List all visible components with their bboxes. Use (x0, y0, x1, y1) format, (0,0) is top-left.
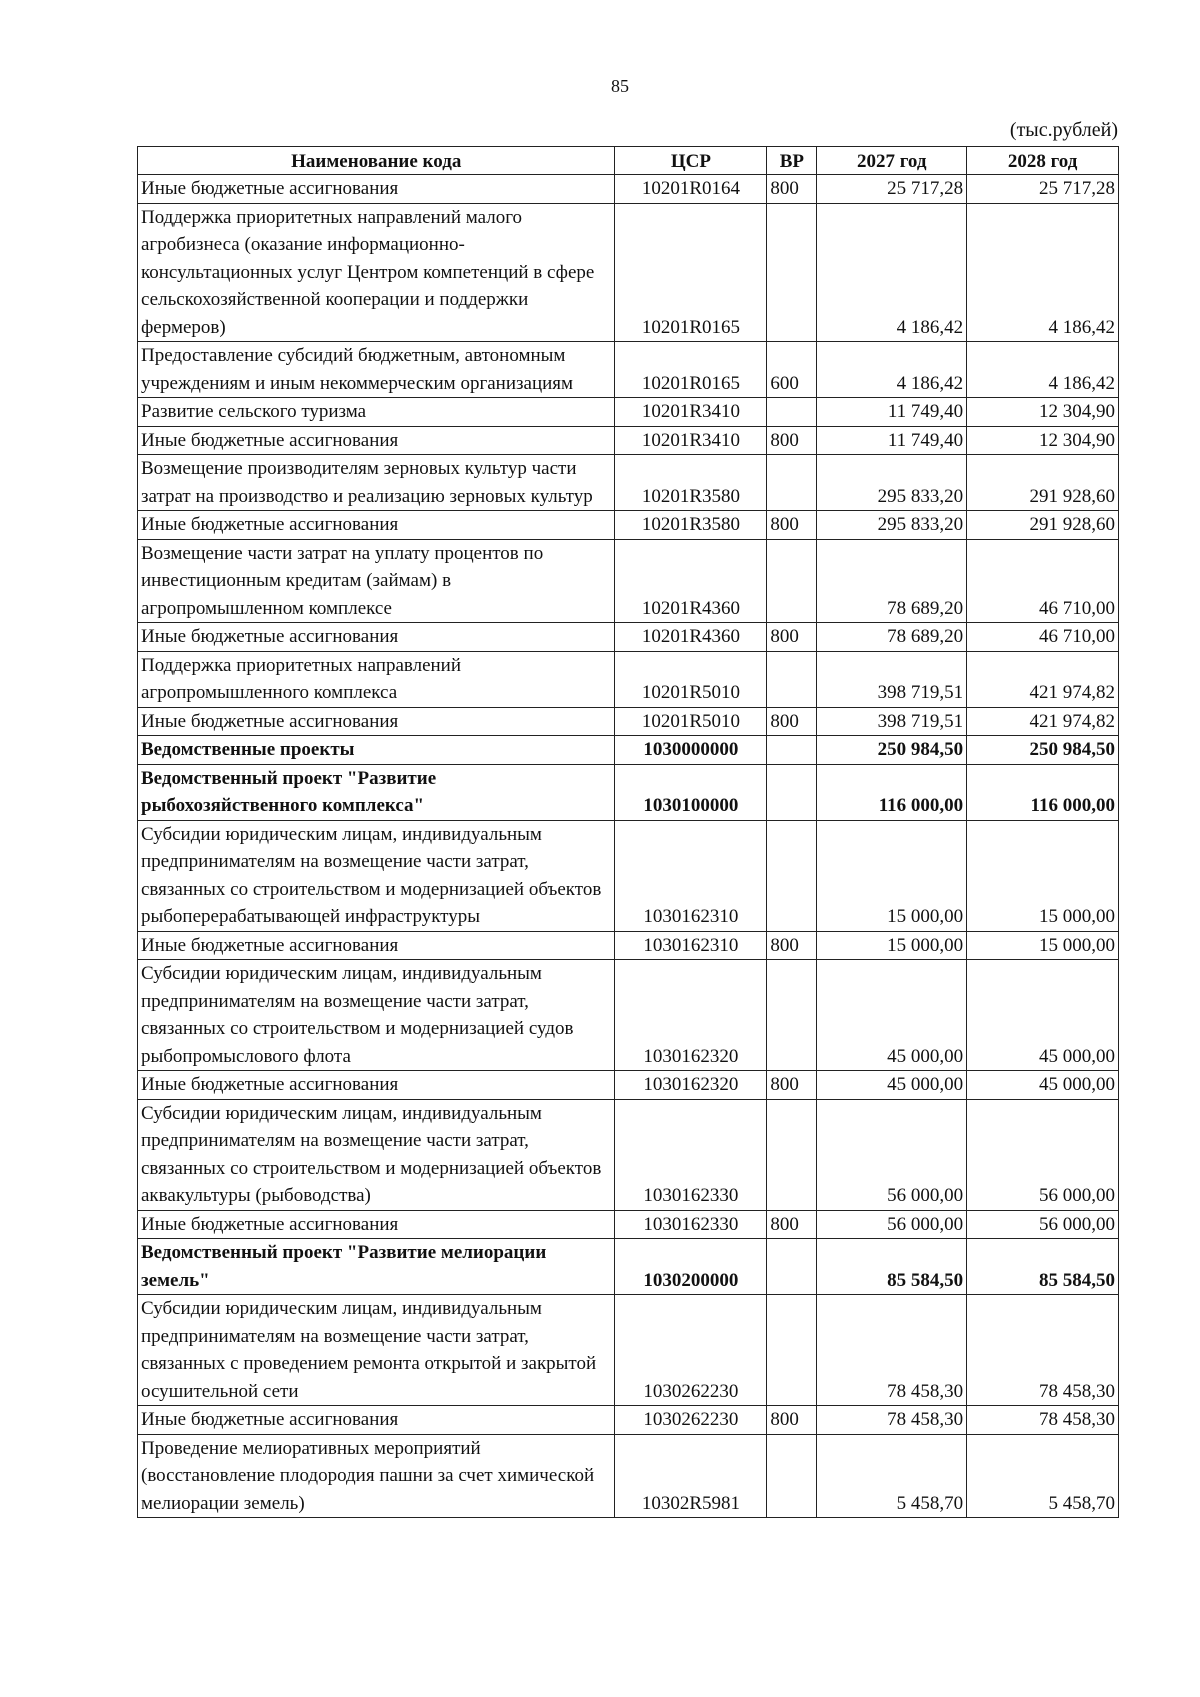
row-vr: 800 (767, 1406, 817, 1435)
table-row (138, 764, 1119, 820)
row-amount-2028: 250 984,50 (967, 736, 1119, 765)
table-header-row (138, 147, 1119, 175)
row-amount-2027: 15 000,00 (817, 820, 967, 931)
row-csr: 1030100000 (615, 764, 767, 820)
row-amount-2027: 78 458,30 (817, 1295, 967, 1406)
row-csr: 10201R4360 (615, 539, 767, 623)
row-vr (767, 651, 817, 707)
row-vr (767, 736, 817, 765)
row-amount-2027: 5 458,70 (817, 1434, 967, 1518)
row-amount-2028: 45 000,00 (967, 960, 1119, 1071)
row-amount-2028: 78 458,30 (967, 1406, 1119, 1435)
row-amount-2028: 12 304,90 (967, 398, 1119, 427)
row-amount-2027: 295 833,20 (817, 511, 967, 540)
row-name: Возмещение части затрат на уплату процентов по инвестиционным кредитам (займам) в агропромышленном комплексе (138, 539, 615, 623)
header-csr: ЦСР (615, 147, 767, 175)
row-name: Иные бюджетные ассигнования (138, 1071, 615, 1100)
table-row (138, 455, 1119, 511)
row-name: Иные бюджетные ассигнования (138, 175, 615, 204)
table-row (138, 398, 1119, 427)
row-amount-2028: 291 928,60 (967, 511, 1119, 540)
table-row (138, 511, 1119, 540)
row-vr: 800 (767, 426, 817, 455)
row-vr (767, 398, 817, 427)
row-amount-2027: 78 689,20 (817, 623, 967, 652)
table-row (138, 736, 1119, 765)
row-name: Субсидии юридическим лицам, индивидуальным предпринимателям на возмещение части затрат, связанных со строительством и модернизацией объектов аквакультуры (рыбоводства) (138, 1099, 615, 1210)
budget-table (137, 146, 1119, 1518)
row-amount-2028: 46 710,00 (967, 623, 1119, 652)
table-row (138, 1099, 1119, 1210)
row-amount-2027: 78 458,30 (817, 1406, 967, 1435)
row-vr: 800 (767, 175, 817, 204)
row-vr: 600 (767, 342, 817, 398)
table-row (138, 820, 1119, 931)
table-row (138, 342, 1119, 398)
row-name: Развитие сельского туризма (138, 398, 615, 427)
row-csr: 1030262230 (615, 1406, 767, 1435)
row-name: Проведение мелиоративных мероприятий (восстановление плодородия пашни за счет химической мелиорации земель) (138, 1434, 615, 1518)
table-row (138, 707, 1119, 736)
row-amount-2028: 12 304,90 (967, 426, 1119, 455)
row-csr: 1030200000 (615, 1239, 767, 1295)
row-vr (767, 1434, 817, 1518)
row-vr (767, 1239, 817, 1295)
header-2027: 2027 год (817, 147, 967, 175)
row-csr: 10201R3410 (615, 398, 767, 427)
row-amount-2028: 56 000,00 (967, 1210, 1119, 1239)
table-row (138, 960, 1119, 1071)
row-amount-2028: 116 000,00 (967, 764, 1119, 820)
header-name: Наименование кода (138, 147, 615, 175)
row-amount-2027: 4 186,42 (817, 203, 967, 342)
row-amount-2027: 56 000,00 (817, 1099, 967, 1210)
table-body (138, 175, 1119, 1518)
row-amount-2027: 11 749,40 (817, 426, 967, 455)
row-vr: 800 (767, 623, 817, 652)
header-vr: ВР (767, 147, 817, 175)
units-label: (тыс.рублей) (1009, 119, 1118, 141)
row-name: Иные бюджетные ассигнования (138, 426, 615, 455)
row-amount-2028: 78 458,30 (967, 1295, 1119, 1406)
table-row (138, 1434, 1119, 1518)
row-amount-2027: 45 000,00 (817, 960, 967, 1071)
row-vr (767, 539, 817, 623)
row-amount-2027: 116 000,00 (817, 764, 967, 820)
table-row (138, 1071, 1119, 1100)
row-name: Предоставление субсидий бюджетным, автономным учреждениям и иным некоммерческим организациям (138, 342, 615, 398)
row-csr: 10201R3410 (615, 426, 767, 455)
row-name: Иные бюджетные ассигнования (138, 931, 615, 960)
row-amount-2028: 46 710,00 (967, 539, 1119, 623)
row-amount-2028: 25 717,28 (967, 175, 1119, 204)
row-name: Поддержка приоритетных направлений малого агробизнеса (оказание информационно-консультационных услуг Центром компетенций в сфере сельскохозяйственной кооперации и поддержки фермеров) (138, 203, 615, 342)
row-csr: 10302R5981 (615, 1434, 767, 1518)
row-name: Ведомственные проекты (138, 736, 615, 765)
table-row (138, 1295, 1119, 1406)
row-csr: 1030162320 (615, 1071, 767, 1100)
row-name: Ведомственный проект "Развитие мелиорации земель" (138, 1239, 615, 1295)
row-amount-2027: 15 000,00 (817, 931, 967, 960)
row-amount-2028: 56 000,00 (967, 1099, 1119, 1210)
row-amount-2028: 421 974,82 (967, 707, 1119, 736)
row-csr: 10201R0164 (615, 175, 767, 204)
row-csr: 1030162310 (615, 820, 767, 931)
row-amount-2027: 56 000,00 (817, 1210, 967, 1239)
row-name: Субсидии юридическим лицам, индивидуальным предпринимателям на возмещение части затрат, связанных со строительством и модернизацией судов рыбопромыслового флота (138, 960, 615, 1071)
row-csr: 1030162330 (615, 1099, 767, 1210)
row-vr: 800 (767, 707, 817, 736)
row-amount-2028: 291 928,60 (967, 455, 1119, 511)
table-row (138, 651, 1119, 707)
table-row (138, 623, 1119, 652)
table-row (138, 539, 1119, 623)
row-csr: 10201R5010 (615, 651, 767, 707)
row-vr (767, 960, 817, 1071)
row-csr: 10201R3580 (615, 455, 767, 511)
row-csr: 1030262230 (615, 1295, 767, 1406)
row-name: Субсидии юридическим лицам, индивидуальным предпринимателям на возмещение части затрат, связанных с проведением ремонта открытой и закрытой осушительной сети (138, 1295, 615, 1406)
row-amount-2028: 15 000,00 (967, 931, 1119, 960)
table-row (138, 1406, 1119, 1435)
row-amount-2028: 4 186,42 (967, 342, 1119, 398)
row-name: Иные бюджетные ассигнования (138, 623, 615, 652)
row-name: Иные бюджетные ассигнования (138, 1210, 615, 1239)
row-name: Возмещение производителям зерновых культур части затрат на производство и реализацию зерновых культур (138, 455, 615, 511)
row-vr (767, 820, 817, 931)
row-csr: 10201R0165 (615, 203, 767, 342)
row-vr: 800 (767, 1210, 817, 1239)
row-amount-2028: 421 974,82 (967, 651, 1119, 707)
row-amount-2027: 250 984,50 (817, 736, 967, 765)
row-amount-2027: 11 749,40 (817, 398, 967, 427)
row-csr: 10201R5010 (615, 707, 767, 736)
row-csr: 1030162310 (615, 931, 767, 960)
row-amount-2027: 78 689,20 (817, 539, 967, 623)
row-amount-2027: 45 000,00 (817, 1071, 967, 1100)
row-name: Поддержка приоритетных направлений агропромышленного комплекса (138, 651, 615, 707)
row-amount-2027: 85 584,50 (817, 1239, 967, 1295)
row-amount-2028: 4 186,42 (967, 203, 1119, 342)
row-amount-2028: 15 000,00 (967, 820, 1119, 931)
row-amount-2027: 398 719,51 (817, 707, 967, 736)
row-vr: 800 (767, 511, 817, 540)
row-name: Ведомственный проект "Развитие рыбохозяйственного комплекса" (138, 764, 615, 820)
row-vr (767, 203, 817, 342)
row-amount-2028: 85 584,50 (967, 1239, 1119, 1295)
row-vr (767, 455, 817, 511)
row-amount-2027: 25 717,28 (817, 175, 967, 204)
header-2028: 2028 год (967, 147, 1119, 175)
row-vr: 800 (767, 931, 817, 960)
row-csr: 10201R3580 (615, 511, 767, 540)
row-amount-2028: 45 000,00 (967, 1071, 1119, 1100)
table-row (138, 175, 1119, 204)
row-amount-2027: 295 833,20 (817, 455, 967, 511)
row-amount-2027: 4 186,42 (817, 342, 967, 398)
row-csr: 10201R4360 (615, 623, 767, 652)
row-name: Субсидии юридическим лицам, индивидуальным предпринимателям на возмещение части затрат, связанных со строительством и модернизацией объектов рыбоперерабатывающей инфраструктуры (138, 820, 615, 931)
row-vr (767, 1099, 817, 1210)
row-vr: 800 (767, 1071, 817, 1100)
row-csr: 10201R0165 (615, 342, 767, 398)
table-row (138, 1210, 1119, 1239)
row-name: Иные бюджетные ассигнования (138, 707, 615, 736)
row-amount-2027: 398 719,51 (817, 651, 967, 707)
row-vr (767, 1295, 817, 1406)
table-row (138, 931, 1119, 960)
row-amount-2028: 5 458,70 (967, 1434, 1119, 1518)
table-row (138, 426, 1119, 455)
page-number: 85 (611, 76, 629, 96)
table-row (138, 203, 1119, 342)
row-csr: 1030162320 (615, 960, 767, 1071)
row-csr: 1030000000 (615, 736, 767, 765)
row-vr (767, 764, 817, 820)
table-row (138, 1239, 1119, 1295)
row-csr: 1030162330 (615, 1210, 767, 1239)
row-name: Иные бюджетные ассигнования (138, 511, 615, 540)
row-name: Иные бюджетные ассигнования (138, 1406, 615, 1435)
